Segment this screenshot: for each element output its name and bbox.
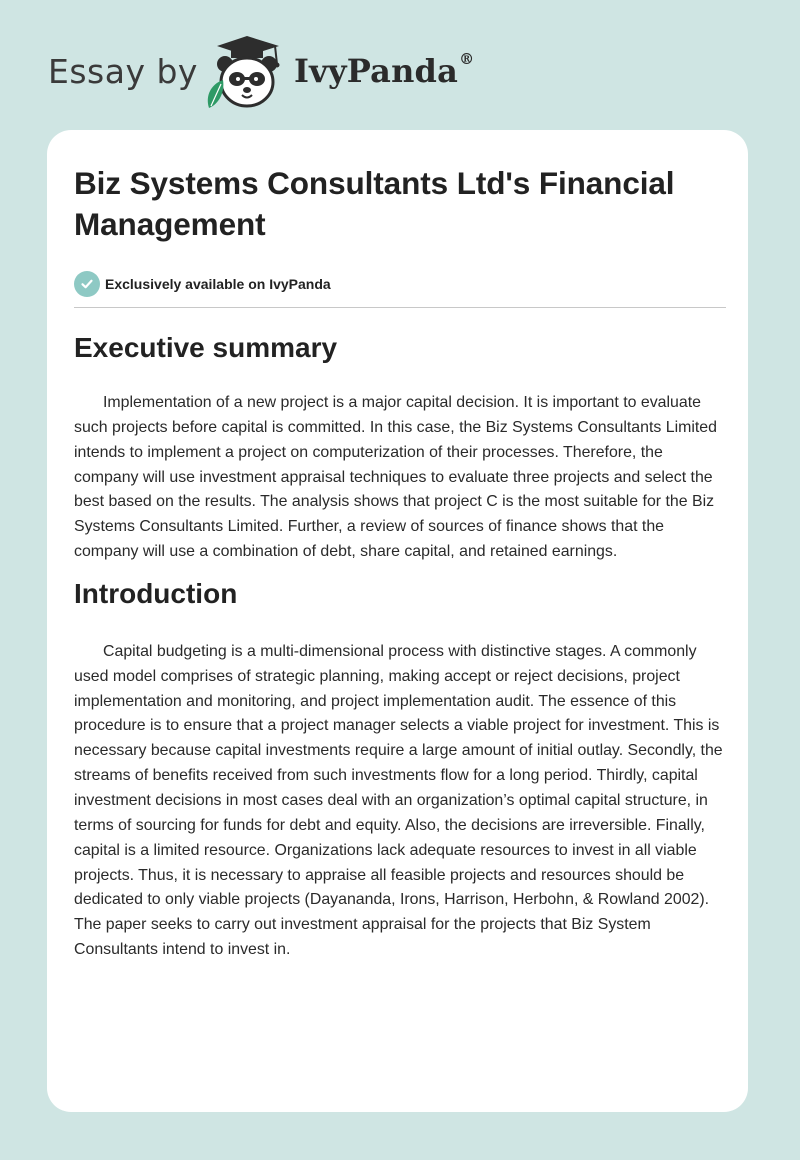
section-executive-summary [74,331,726,565]
brand-prefix: Essay by [48,52,198,91]
panda-graduate-logo-icon [203,34,291,110]
page-title: Biz Systems Consultants Ltd's Financial Management [74,165,675,242]
section-paragraph: Capital budgeting is a multi-dimensional process with distinctive stages. A commonly used model comprises of strategic planning, making accept or reject decisions, project implementation and monitoring, and project implementation audit. The essence of this procedure is to ensure that a project manager selects a viable project for investment. This is necessary because capital investments require a large amount of initial outlay. Secondly, the streams of benefits received from such investments flow for a long period. Thirdly, capital investment decisions in most cases deal with an organization’s optimal capital structure, in terms of sourcing for funds for debt and equity. Also, the decisions are irreversible. Finally, capital is a limited resource. Organizations lack adequate resources to invest in all viable projects. Thus, it is necessary to appraise all feasible projects and resources should be dedicated to only viable projects (Dayananda, Irons, Harrison, Herbohn, & Rowland 2002). The paper seeks to carry out investment appraisal for the projects that Biz System Consultants intend to invest in. [74,642,723,959]
check-circle-icon [74,271,100,297]
brand-name: IvyPanda® [294,50,475,90]
brand-header [48,30,508,110]
exclusive-badge [74,271,726,297]
section-heading: Introduction [74,577,238,609]
section-heading: Executive summary [74,332,338,363]
divider [74,307,726,308]
section-paragraph: Implementation of a new project is a major capital decision. It is important to evaluate such projects before capital is committed. In this case, the Biz Systems Consultants Limited intends to implement a project on computerization of their processes. Therefore, the company will use investment appraisal techniques to evaluate three projects and select the best based on the results. The analysis shows that project C is the most suitable for the Biz Systems Consultants Limited. Further, a review of sources of finance shows that the company will use a combination of debt, share capital, and retained earnings. [74,394,717,561]
badge-text: Exclusively available on IvyPanda [105,276,331,292]
article-card [47,130,748,1112]
section-introduction [74,577,726,963]
article-content [74,163,726,963]
